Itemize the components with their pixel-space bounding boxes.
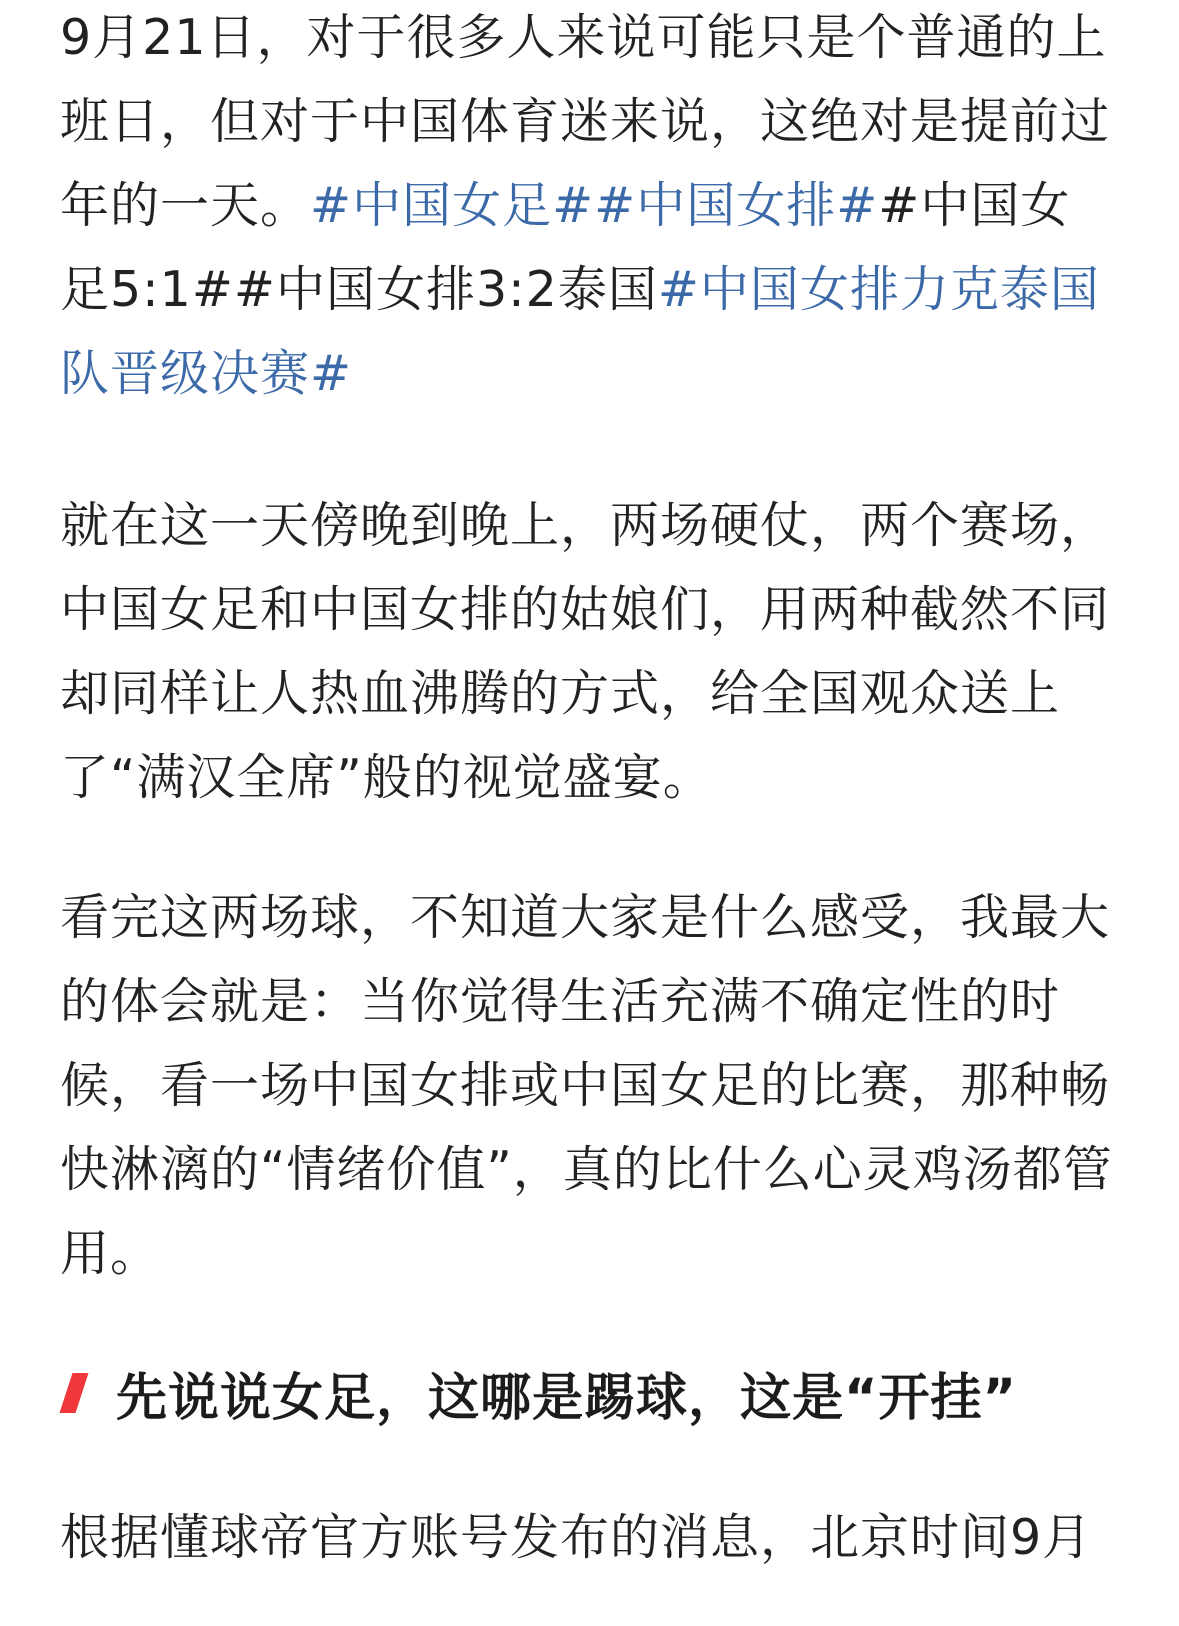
article-body xyxy=(60,0,1120,1296)
heading-accent-bar xyxy=(60,1373,89,1413)
paragraph-4: 根据懂球帝官方账号发布的消息，北京时间9月 xyxy=(60,1509,1093,1566)
hashtag-link[interactable]: #中国女排# xyxy=(594,177,879,234)
section-heading xyxy=(60,1356,1017,1430)
paragraph-1-text: 9月21日，对于很多人来说可能只是个普通的上班日，但对于中国体育迷来说，这绝对是提前过年的一天。 xyxy=(60,9,1111,234)
hashtag-link[interactable]: #中国女足# xyxy=(310,177,595,234)
paragraph-3: 看完这两场球，不知道大家是什么感受，我最大的体会就是：当你觉得生活充满不确定性的时候，看一场中国女排或中国女足的比赛，那种畅快淋漓的“情绪价值”，真的比什么心灵鸡汤都管用。 xyxy=(60,889,1113,1282)
paragraph-1-text: #中国女足5:1##中国女排3:2泰国 xyxy=(60,177,1071,318)
paragraph-2: 就在这一天傍晚到晚上，两场硬仗，两个赛场，中国女足和中国女排的姑娘们，用两种截然不同却同样让人热血沸腾的方式，给全国观众送上了“满汉全席”般的视觉盛宴。 xyxy=(60,497,1111,806)
paragraph-1 xyxy=(60,0,1120,416)
section-heading-text: 先说说女足，这哪是踢球，这是“开挂” xyxy=(116,1369,1018,1428)
hashtag-link[interactable]: #中国女排力克泰国队晋级决赛# xyxy=(60,261,1100,402)
